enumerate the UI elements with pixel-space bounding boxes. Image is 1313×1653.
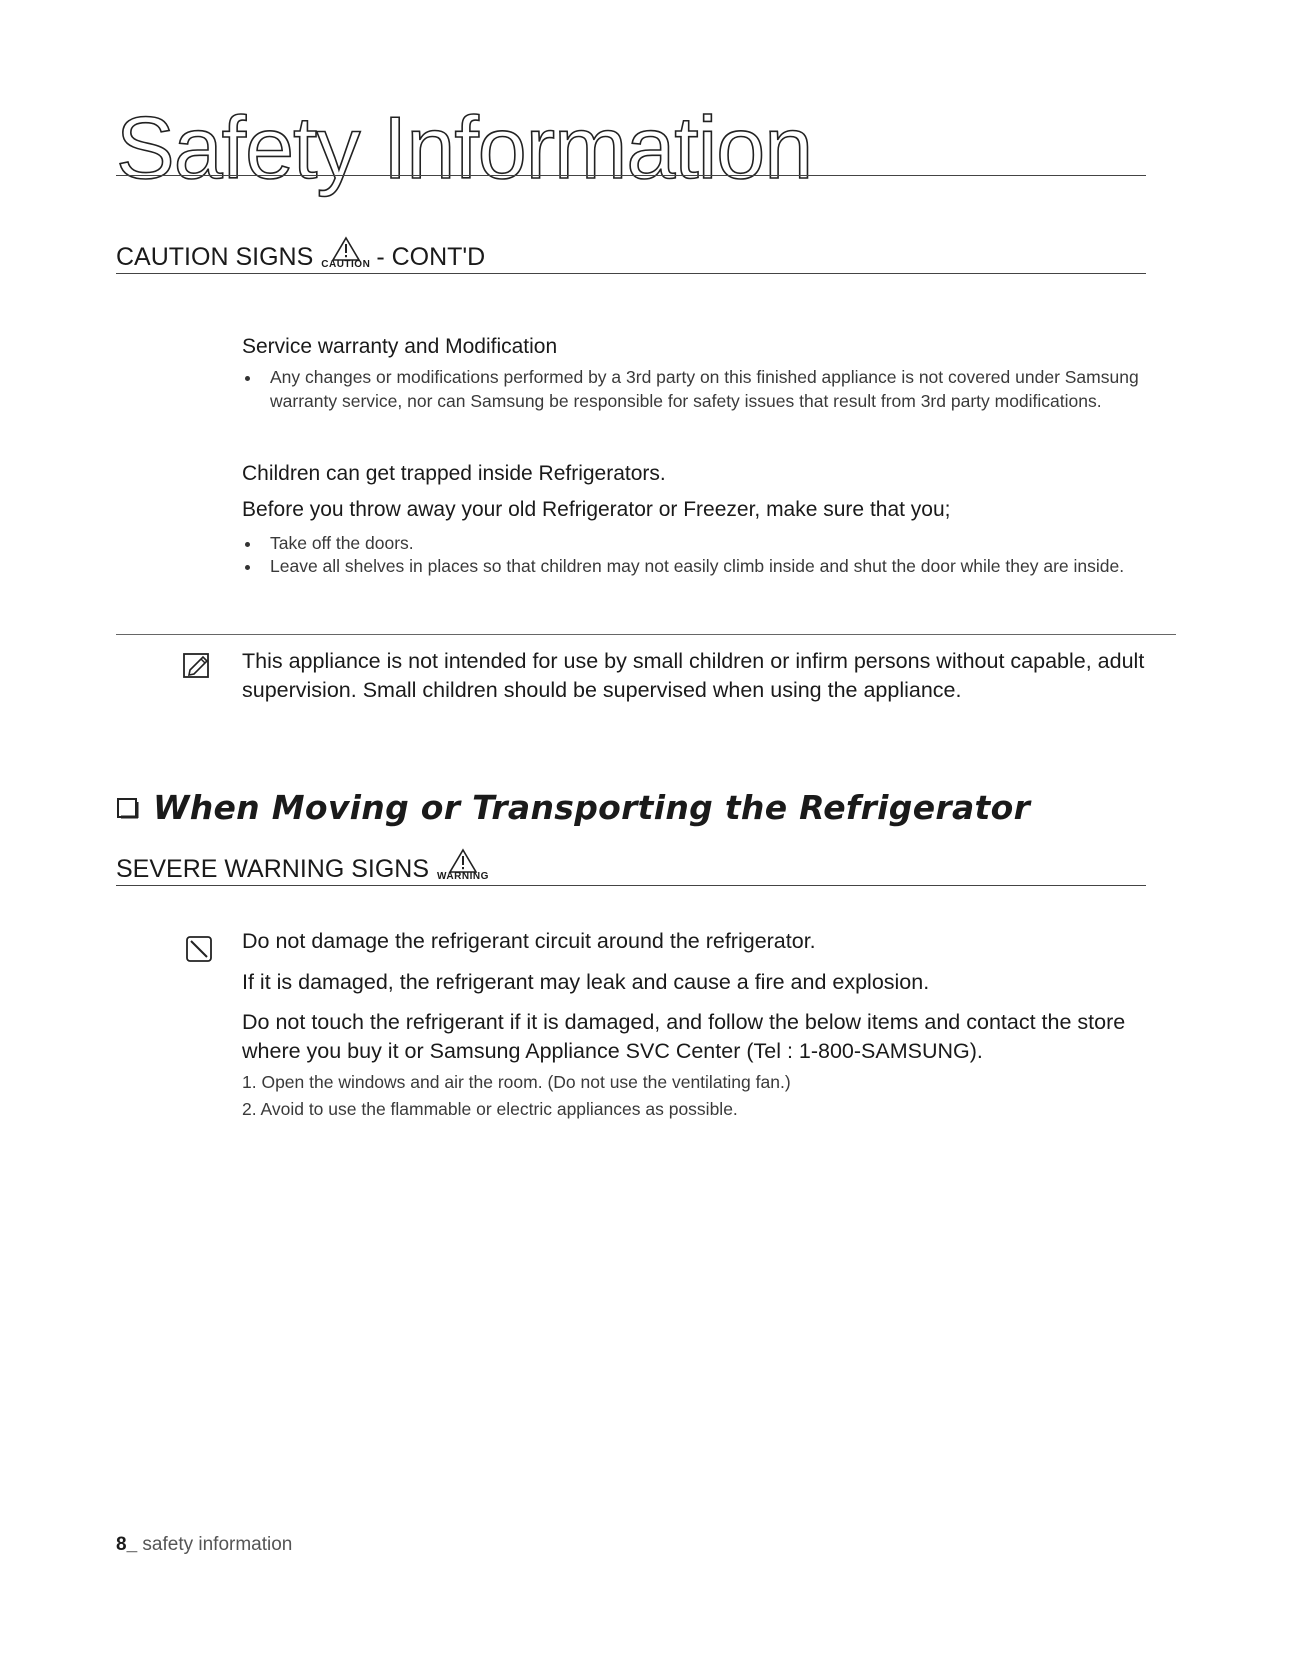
warning-para-2: If it is damaged, the refrigerant may leak and cause a fire and explosion. xyxy=(242,969,930,994)
caution-section-heading xyxy=(116,236,1146,274)
page-number: 8_ xyxy=(116,1534,138,1555)
warning-heading-text: SEVERE WARNING SIGNS xyxy=(116,855,430,883)
children-subtitle: Before you throw away your old Refrigerator or Freezer, make sure that you; xyxy=(242,498,951,522)
children-block xyxy=(242,460,1162,579)
warning-section-heading xyxy=(116,848,1146,886)
warning-sign xyxy=(437,848,489,885)
note-icon xyxy=(182,650,214,680)
prohibit-icon xyxy=(184,934,214,964)
caution-heading-text: CAUTION SIGNS xyxy=(116,243,314,271)
children-title: Children can get trapped inside Refrigerators. xyxy=(242,462,666,485)
warning-para-3: Do not touch the refrigerant if it is damaged, and follow the below items and contact the store where you buy it or Samsung Appliance SVC Center (Tel : 1-800-SAMSUNG). xyxy=(242,1010,1126,1063)
footer-label: safety information xyxy=(137,1534,293,1555)
list-item: 1. Open the windows and air the room. (Do not use the ventilating fan.) xyxy=(242,1072,791,1093)
service-warranty-title: Service warranty and Modification xyxy=(242,335,558,358)
caution-sign xyxy=(321,236,370,273)
moving-title-text: When Moving or Transporting the Refrigerator xyxy=(153,788,1031,827)
page-footer xyxy=(116,1534,292,1556)
service-warranty-block xyxy=(242,333,1162,414)
note-text: This appliance is not intended for use by small children or infirm persons without capable, adult supervision. Small children should be supervised when using the appliance. xyxy=(242,649,1145,702)
caution-sign-label: CAUTION xyxy=(321,259,371,270)
list-item: 2. Avoid to use the flammable or electric appliances as possible. xyxy=(242,1098,738,1119)
checkbox-icon xyxy=(116,796,140,820)
caution-heading-suffix: - CONT'D xyxy=(376,243,486,271)
title-divider xyxy=(116,175,1146,176)
service-warranty-list xyxy=(242,366,1162,414)
warning-para-1: Do not damage the refrigerant circuit around the refrigerator. xyxy=(242,929,816,953)
note-block xyxy=(242,647,1162,704)
warning-steps-list xyxy=(242,1069,1162,1122)
warning-sign-label: WARNING xyxy=(437,871,489,882)
section-divider xyxy=(116,634,1176,635)
list-item: Leave all shelves in places so that children may not easily climb inside and shut the door while they are inside. xyxy=(242,555,1162,579)
list-item: Take off the doors. xyxy=(242,532,1162,556)
children-list xyxy=(242,532,1162,580)
warning-block xyxy=(242,927,1162,1122)
list-item: Any changes or modifications performed by a 3rd party on this finished appliance is not covered under Samsung warranty service, nor can Samsung be responsible for safety issues that result from 3rd party modifications. xyxy=(242,366,1162,414)
page-title: Safety Information xyxy=(116,98,813,197)
moving-section-title xyxy=(116,788,1030,827)
